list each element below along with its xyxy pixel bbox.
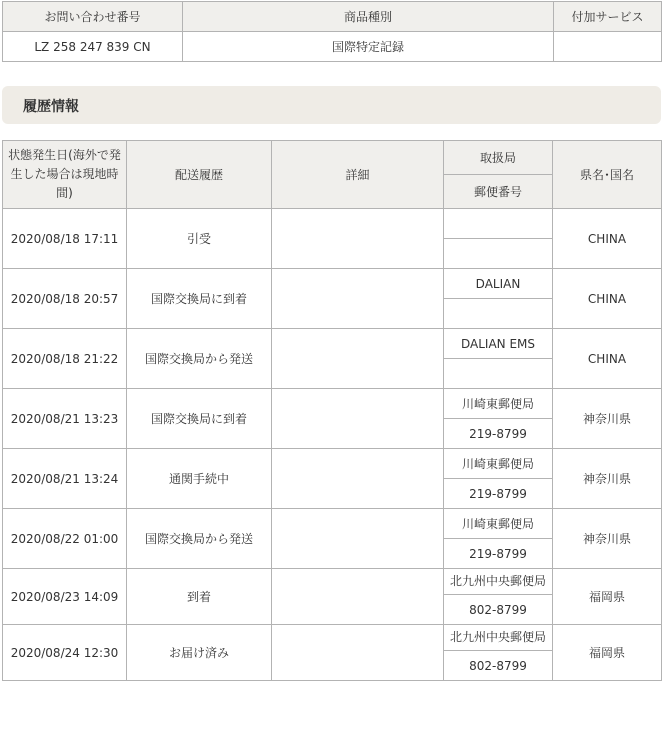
- row-region: 神奈川県: [553, 449, 662, 509]
- row-postal-code: 219-8799: [444, 539, 553, 569]
- row-details: [272, 509, 444, 569]
- row-postal-code: 802-8799: [444, 595, 553, 625]
- row-office: 川崎東郵便局: [444, 509, 553, 539]
- row-datetime: 2020/08/23 14:09: [3, 569, 127, 625]
- row-datetime: 2020/08/21 13:23: [3, 389, 127, 449]
- row-datetime: 2020/08/24 12:30: [3, 625, 127, 681]
- history-title: 履歴情報: [23, 99, 79, 115]
- row-datetime: 2020/08/21 13:24: [3, 449, 127, 509]
- row-region: CHINA: [553, 329, 662, 389]
- history-row: [3, 329, 662, 359]
- row-datetime: 2020/08/18 21:22: [3, 329, 127, 389]
- row-office: 北九州中央郵便局: [444, 569, 553, 595]
- row-details: [272, 329, 444, 389]
- row-event: 国際交換局に到着: [127, 269, 272, 329]
- summary-table: [2, 1, 662, 62]
- row-region: CHINA: [553, 269, 662, 329]
- row-region: 福岡県: [553, 569, 662, 625]
- header-postal-code: 郵便番号: [444, 175, 553, 209]
- row-office: DALIAN: [444, 269, 553, 299]
- row-event: 国際交換局に到着: [127, 389, 272, 449]
- extra-service: [554, 32, 662, 62]
- item-type: 国際特定記録: [183, 32, 554, 62]
- header-status-date: 状態発生日(海外で発生した場合は現地時間): [3, 141, 127, 209]
- row-details: [272, 569, 444, 625]
- row-office: DALIAN EMS: [444, 329, 553, 359]
- row-office: [444, 209, 553, 239]
- row-event: 到着: [127, 569, 272, 625]
- row-office: 川崎東郵便局: [444, 449, 553, 479]
- row-postal-code: [444, 299, 553, 329]
- history-row: [3, 209, 662, 239]
- header-extra-service: 付加サービス: [554, 2, 662, 32]
- history-table: [2, 140, 662, 681]
- row-office: 川崎東郵便局: [444, 389, 553, 419]
- row-datetime: 2020/08/22 01:00: [3, 509, 127, 569]
- row-postal-code: 219-8799: [444, 419, 553, 449]
- row-details: [272, 389, 444, 449]
- header-event: 配送履歴: [127, 141, 272, 209]
- row-postal-code: [444, 359, 553, 389]
- row-postal-code: 802-8799: [444, 651, 553, 681]
- header-office: 取扱局: [444, 141, 553, 175]
- row-datetime: 2020/08/18 20:57: [3, 269, 127, 329]
- row-event: お届け済み: [127, 625, 272, 681]
- row-region: 福岡県: [553, 625, 662, 681]
- history-section-header: [2, 86, 661, 124]
- history-row: [3, 389, 662, 419]
- row-details: [272, 209, 444, 269]
- row-details: [272, 269, 444, 329]
- history-row: [3, 449, 662, 479]
- history-row: [3, 509, 662, 539]
- header-tracking-number: お問い合わせ番号: [3, 2, 183, 32]
- header-details: 詳細: [272, 141, 444, 209]
- row-office: 北九州中央郵便局: [444, 625, 553, 651]
- row-details: [272, 449, 444, 509]
- history-row: [3, 625, 662, 651]
- row-region: CHINA: [553, 209, 662, 269]
- history-row: [3, 269, 662, 299]
- row-details: [272, 625, 444, 681]
- history-row: [3, 569, 662, 595]
- header-region: 県名･国名: [553, 141, 662, 209]
- row-event: 国際交換局から発送: [127, 329, 272, 389]
- row-event: 国際交換局から発送: [127, 509, 272, 569]
- row-datetime: 2020/08/18 17:11: [3, 209, 127, 269]
- tracking-number: LZ 258 247 839 CN: [3, 32, 183, 62]
- row-postal-code: [444, 239, 553, 269]
- header-item-type: 商品種別: [183, 2, 554, 32]
- row-region: 神奈川県: [553, 389, 662, 449]
- row-region: 神奈川県: [553, 509, 662, 569]
- row-event: 引受: [127, 209, 272, 269]
- row-postal-code: 219-8799: [444, 479, 553, 509]
- row-event: 通関手続中: [127, 449, 272, 509]
